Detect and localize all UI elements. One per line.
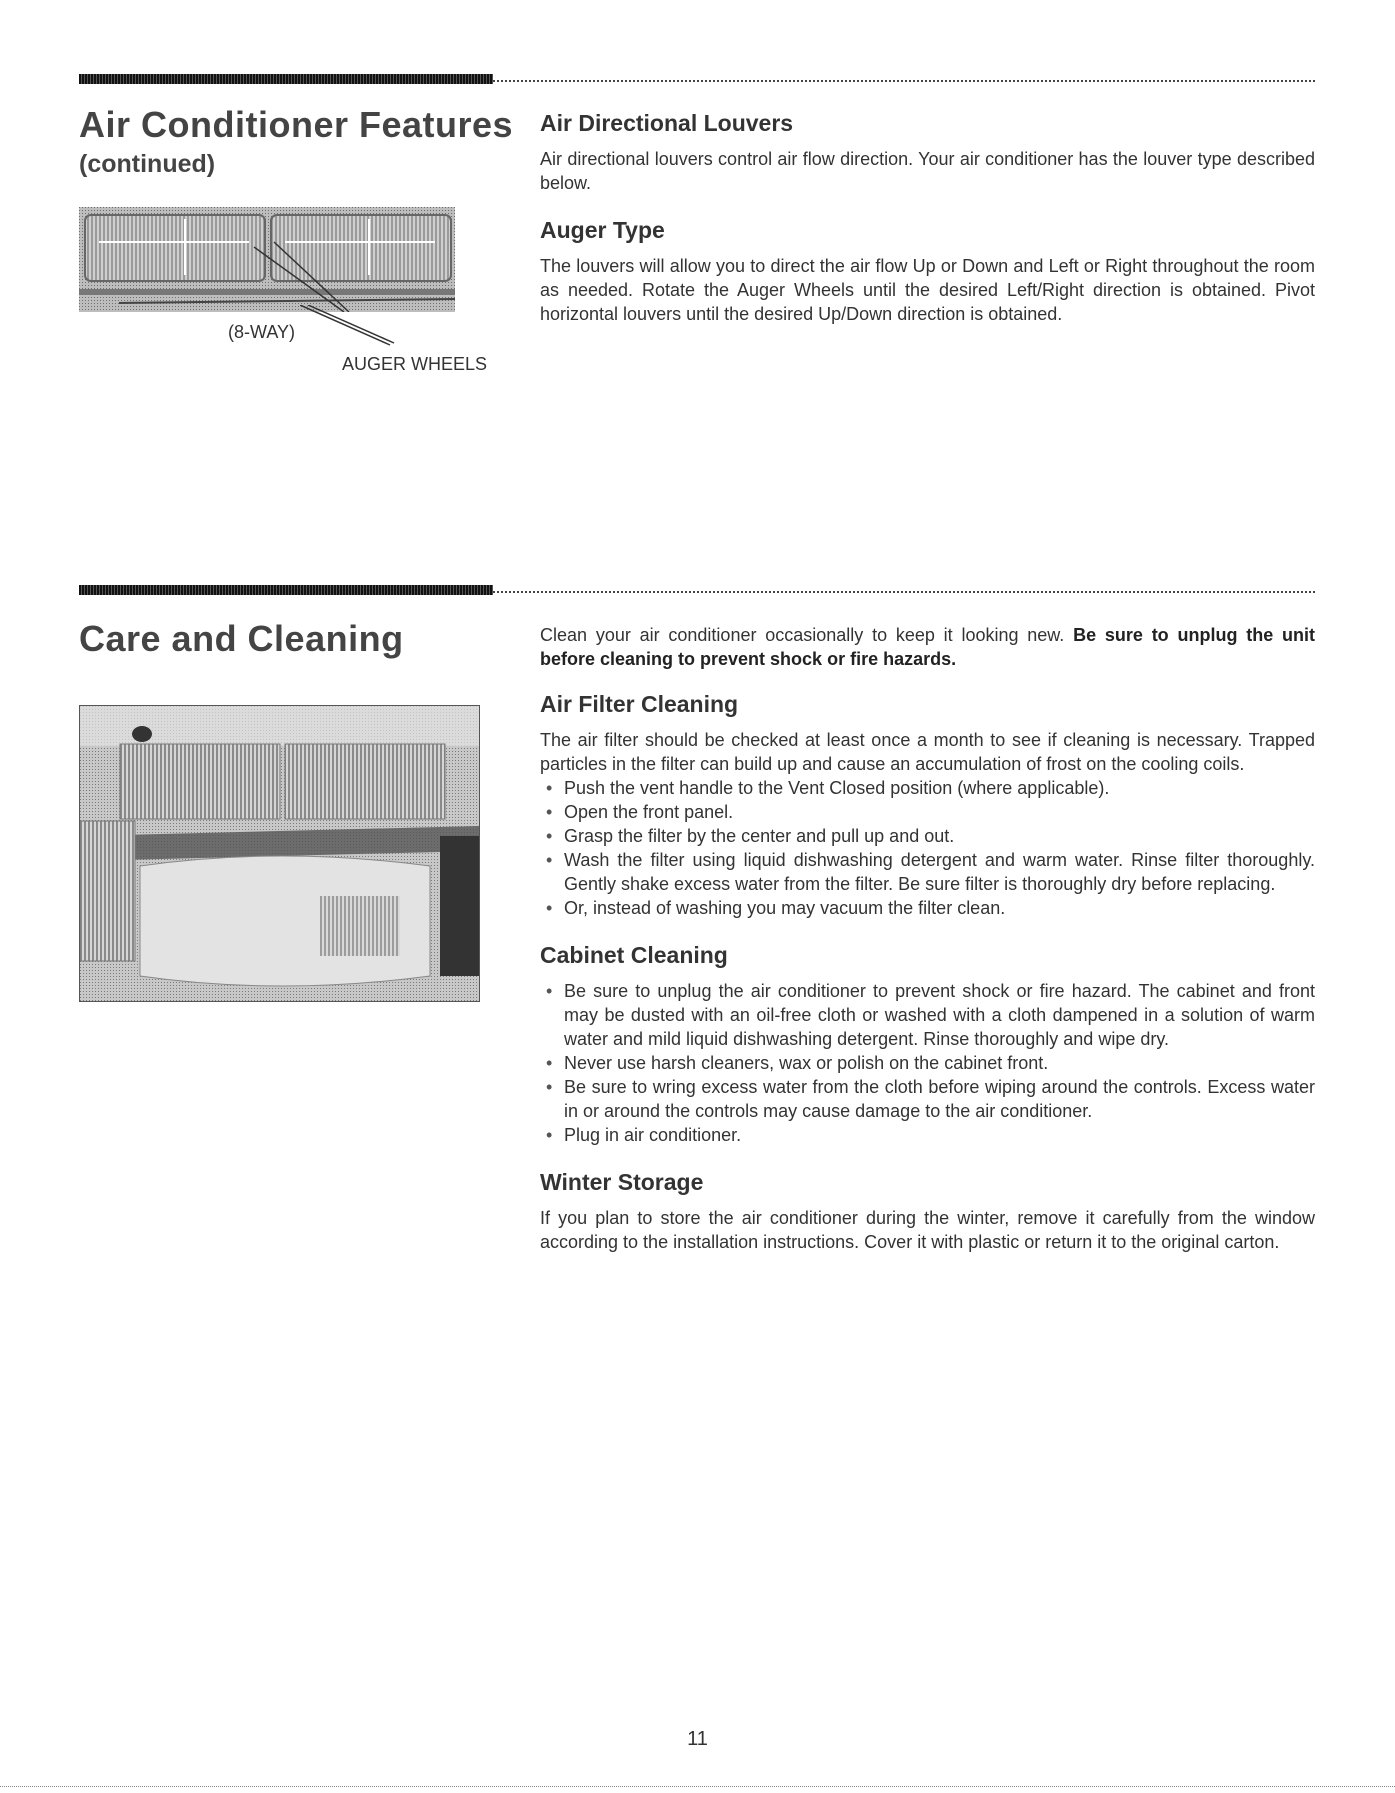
filter-steps-list — [540, 776, 1315, 920]
heading-winter-storage: Winter Storage — [540, 1169, 704, 1195]
air-conditioner-photo — [79, 705, 480, 1002]
unplug-warning: Be sure to unplug the unit before cleaning to prevent shock or fire hazards. — [540, 625, 1315, 669]
list-item: • Grasp the filter by the center and pull up and out. — [540, 824, 1315, 848]
filter-text: The air filter should be checked at least once a month to see if cleaning is necessary. Trapped particles in the filter can build up and cause an accumulation of frost on the cooling coils. — [540, 730, 1315, 774]
winter-text: If you plan to store the air conditioner during the winter, remove it carefully from the window according to the installation instructions. Cover it with plastic or return it to the original carton. — [540, 1208, 1315, 1252]
list-item: • Or, instead of washing you may vacuum the filter clean. — [540, 896, 1315, 920]
heading-air-directional-louvers: Air Directional Louvers — [540, 110, 794, 136]
section-title-features: Air Conditioner Features — [79, 104, 514, 145]
heading-cabinet-cleaning: Cabinet Cleaning — [540, 942, 728, 968]
care-cleaning-content — [540, 623, 1315, 1254]
intro-text: Clean your air conditioner occasionally to keep it looking new. Be sure to unplug the unit before cleaning to prevent shock or fire hazards. — [540, 625, 1315, 669]
list-item: • Open the front panel. — [540, 800, 1315, 824]
features-content — [540, 110, 1315, 326]
list-item: • Be sure to wring excess water from the cloth before wiping around the controls. Excess water in or around the controls may cause damage to the air conditioner. — [540, 1075, 1315, 1123]
list-item: • Push the vent handle to the Vent Closed position (where applicable). — [540, 776, 1315, 800]
list-item: • Wash the filter using liquid dishwashing detergent and warm water. Rinse filter thoroughly. Gently shake excess water from the filter. Be sure filter is thoroughly dry before replacing. — [540, 848, 1315, 896]
figure-label-auger-wheels: AUGER WHEELS — [342, 354, 488, 374]
page-number: 11 — [687, 1728, 708, 1750]
section-divider — [79, 585, 1315, 595]
auger-text: The louvers will allow you to direct the air flow Up or Down and Left or Right throughout the room as needed. Rotate the Auger Wheels until the desired Left/Right direction is obtained. Pivot horizontal louvers until the desired Up/Down direction is obtained. — [540, 256, 1315, 324]
heading-auger-type: Auger Type — [540, 217, 665, 243]
section-divider — [79, 74, 1315, 84]
louver-illustration — [79, 207, 455, 312]
list-item: • Be sure to unplug the air conditioner to prevent shock or fire hazard. The cabinet and front may be dusted with an oil-free cloth or washed with a cloth dampened in a solution of warm water and mild liquid dishwashing detergent. Rinse thoroughly and wipe dry. — [540, 979, 1315, 1051]
callout-lines — [300, 305, 400, 350]
heading-air-filter-cleaning: Air Filter Cleaning — [540, 691, 739, 717]
bottom-divider — [0, 1786, 1395, 1787]
cabinet-steps-list — [540, 979, 1315, 1147]
list-item: • Never use harsh cleaners, wax or polish on the cabinet front. — [540, 1051, 1315, 1075]
figure-label-8way: (8-WAY) — [228, 322, 295, 342]
louvers-text: Air directional louvers control air flow direction. Your air conditioner has the louver type described below. — [540, 149, 1315, 193]
list-item: • Plug in air conditioner. — [540, 1123, 1315, 1147]
section-subtitle: (continued) — [79, 150, 216, 178]
section-title-care-cleaning: Care and Cleaning — [79, 618, 404, 659]
